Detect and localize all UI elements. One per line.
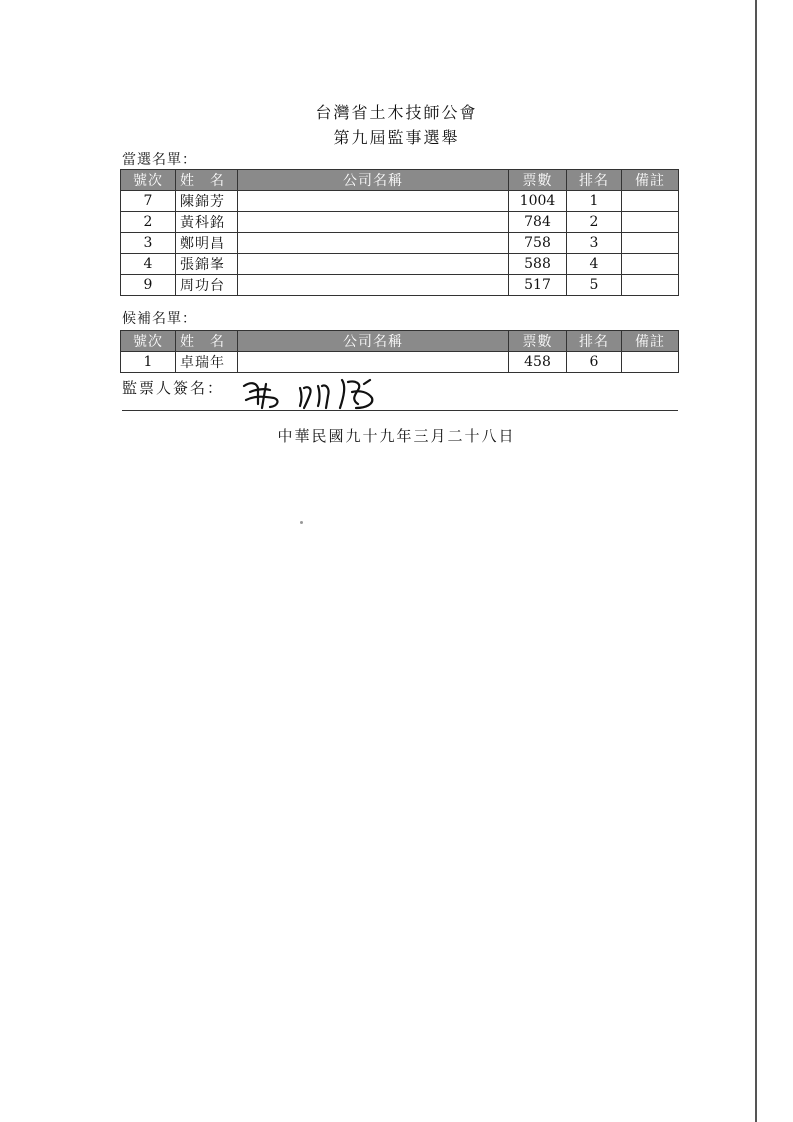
cell-no: 1: [121, 352, 176, 373]
cell-name: 鄭明昌: [176, 233, 238, 254]
cell-company: [238, 352, 509, 373]
header-remark: 備註: [622, 170, 679, 191]
cell-rank: 6: [567, 352, 622, 373]
cell-votes: 588: [509, 254, 567, 275]
cell-rank: 4: [567, 254, 622, 275]
table-header-row: [121, 170, 679, 191]
cell-no: 4: [121, 254, 176, 275]
cell-rank: 5: [567, 275, 622, 296]
cell-name: 卓瑞年: [176, 352, 238, 373]
table-header-row: [121, 331, 679, 352]
cell-votes: 517: [509, 275, 567, 296]
alternate-table: [120, 330, 679, 373]
header-no: 號次: [121, 331, 176, 352]
cell-no: 7: [121, 191, 176, 212]
signature-label: 監票人簽名：: [122, 379, 225, 397]
cell-remark: [622, 352, 679, 373]
elected-table: [120, 169, 679, 296]
cell-company: [238, 275, 509, 296]
elected-list-label: 當選名單：: [122, 152, 197, 168]
cell-remark: [622, 212, 679, 233]
table-row: [121, 254, 679, 275]
cell-no: 3: [121, 233, 176, 254]
cell-remark: [622, 275, 679, 296]
alternate-list-label: 候補名單：: [122, 311, 197, 327]
header-no: 號次: [121, 170, 176, 191]
cell-name: 黃科銘: [176, 212, 238, 233]
cell-remark: [622, 233, 679, 254]
header-votes: 票數: [509, 331, 567, 352]
cell-votes: 758: [509, 233, 567, 254]
cell-company: [238, 191, 509, 212]
cell-votes: 458: [509, 352, 567, 373]
cell-name: 張錦峯: [176, 254, 238, 275]
cell-votes: 1004: [509, 191, 567, 212]
header-company: 公司名稱: [238, 170, 509, 191]
header-name: 姓 名: [176, 170, 238, 191]
handwritten-signature: [240, 374, 390, 414]
page-edge: [755, 0, 757, 1122]
header-remark: 備註: [622, 331, 679, 352]
cell-rank: 2: [567, 212, 622, 233]
cell-company: [238, 254, 509, 275]
table-row: [121, 212, 679, 233]
cell-remark: [622, 254, 679, 275]
header-company: 公司名稱: [238, 331, 509, 352]
cell-no: 2: [121, 212, 176, 233]
table-row: [121, 275, 679, 296]
document-subtitle: 第九屆監事選舉: [333, 128, 460, 147]
cell-remark: [622, 191, 679, 212]
cell-rank: 1: [567, 191, 622, 212]
cell-company: [238, 233, 509, 254]
document-date: 中華民國九十九年三月二十八日: [277, 427, 516, 445]
table-row: [121, 352, 679, 373]
header-votes: 票數: [509, 170, 567, 191]
header-rank: 排名: [567, 170, 622, 191]
cell-name: 周功台: [176, 275, 238, 296]
cell-company: [238, 212, 509, 233]
cell-rank: 3: [567, 233, 622, 254]
header-rank: 排名: [567, 331, 622, 352]
scan-speck: [300, 521, 303, 524]
cell-no: 9: [121, 275, 176, 296]
table-row: [121, 191, 679, 212]
cell-name: 陳錦芳: [176, 191, 238, 212]
document-title: 台灣省土木技師公會: [315, 103, 478, 122]
table-row: [121, 233, 679, 254]
signature-line: [122, 410, 678, 411]
header-name: 姓 名: [176, 331, 238, 352]
cell-votes: 784: [509, 212, 567, 233]
